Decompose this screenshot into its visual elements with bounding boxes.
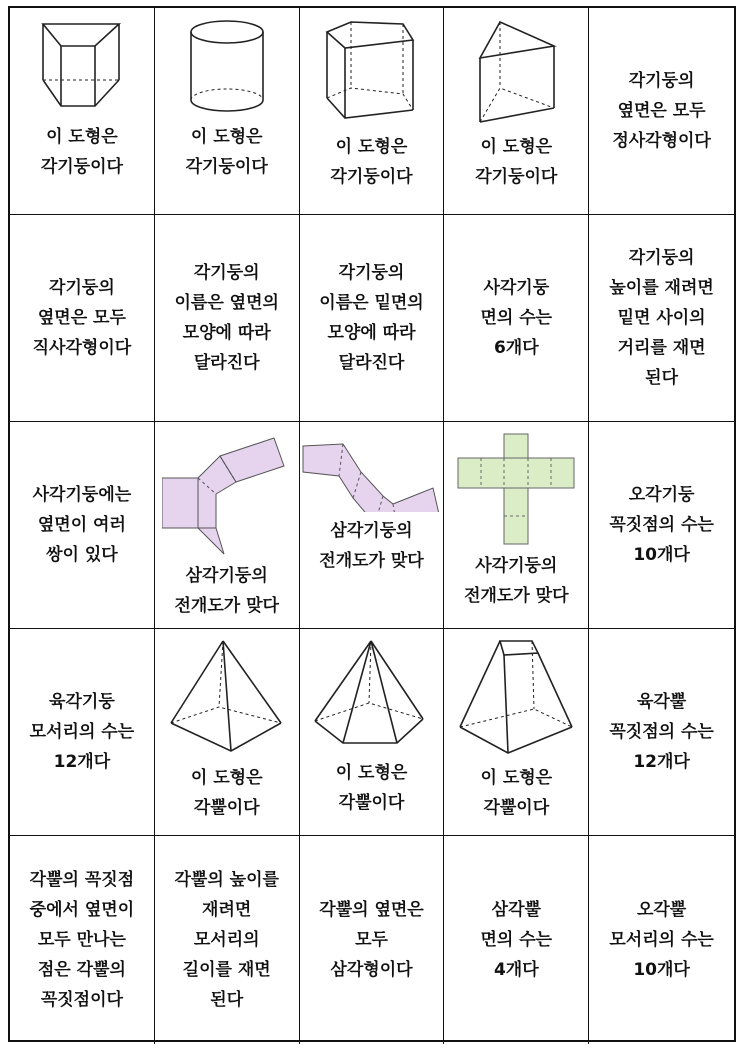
card-12-text: 삼각기둥의 전개도가 맞다 <box>174 566 279 616</box>
zigzag-net-icon <box>301 432 441 512</box>
card-7-text: 각기둥의 이름은 옆면의 모양에 따라 달라진다 <box>174 263 279 373</box>
card-25-text: 오각뿔 모서리의 수는 10개다 <box>609 900 714 980</box>
card-13-text: 삼각기둥의 전개도가 맞다 <box>319 521 424 571</box>
card-21-text: 각뿔의 꼭짓점 중에서 옆면이 모두 만나는 점은 각뿔의 꼭짓점이다 <box>29 870 135 1010</box>
cross-net-icon <box>456 432 576 547</box>
card-24 <box>444 836 589 1044</box>
pentagonal-pyramid-icon <box>311 639 431 754</box>
card-18 <box>300 629 445 836</box>
triangular-prism-net-icon <box>162 432 292 557</box>
card-grid <box>8 6 736 1042</box>
card-20-text: 육각뿔 꼭짓점의 수는 12개다 <box>609 692 714 772</box>
card-8 <box>300 215 445 422</box>
card-1 <box>10 8 155 215</box>
card-4-text: 이 도형은 각기둥이다 <box>475 137 558 187</box>
card-22 <box>155 836 300 1044</box>
card-3-text: 이 도형은 각기둥이다 <box>330 137 413 187</box>
card-21 <box>10 836 155 1044</box>
card-11 <box>10 422 155 629</box>
card-6 <box>10 215 155 422</box>
card-22-text: 각뿔의 높이를 재려면 모서리의 길이를 재면 된다 <box>174 870 279 1010</box>
card-25 <box>589 836 734 1044</box>
card-17-text: 이 도형은 각뿔이다 <box>190 768 263 818</box>
card-2 <box>155 8 300 215</box>
pentagonal-prism-icon <box>321 18 421 128</box>
card-3 <box>300 8 445 215</box>
card-1-text: 이 도형은 각기둥이다 <box>40 127 123 177</box>
card-4 <box>444 8 589 215</box>
card-17 <box>155 629 300 836</box>
triangular-prism-icon <box>37 18 127 118</box>
card-14-text: 사각기둥의 전개도가 맞다 <box>464 556 569 606</box>
card-16 <box>10 629 155 836</box>
slanted-triangular-prism-icon <box>466 18 566 128</box>
square-pyramid-icon <box>167 639 287 759</box>
card-5 <box>589 8 734 215</box>
card-19 <box>444 629 589 836</box>
card-23 <box>300 836 445 1044</box>
card-24-text: 삼각뿔 면의 수는 4개다 <box>480 900 553 980</box>
card-19-text: 이 도형은 각뿔이다 <box>480 768 553 818</box>
card-8-text: 각기둥의 이름은 밑면의 모양에 따라 달라진다 <box>319 263 424 373</box>
card-18-text: 이 도형은 각뿔이다 <box>335 763 408 813</box>
card-9 <box>444 215 589 422</box>
card-14 <box>444 422 589 629</box>
cylinder-icon <box>182 18 272 118</box>
card-9-text: 사각기둥 면의 수는 6개다 <box>480 278 553 358</box>
card-12 <box>155 422 300 629</box>
card-20 <box>589 629 734 836</box>
card-13 <box>300 422 445 629</box>
card-11-text: 사각기둥에는 옆면이 여러 쌍이 있다 <box>32 485 132 565</box>
card-2-text: 이 도형은 각기둥이다 <box>185 127 268 177</box>
card-7 <box>155 215 300 422</box>
card-10-text: 각기둥의 높이를 재려면 밑면 사이의 거리를 재면 된다 <box>609 248 714 388</box>
card-16-text: 육각기둥 모서리의 수는 12개다 <box>29 692 135 772</box>
card-15 <box>589 422 734 629</box>
frustum-icon <box>456 639 576 759</box>
card-15-text: 오각기둥 꼭짓점의 수는 10개다 <box>609 485 714 565</box>
card-5-text: 각기둥의 옆면은 모두 정사각형이다 <box>612 71 711 151</box>
card-10 <box>589 215 734 422</box>
card-23-text: 각뿔의 옆면은 모두 삼각형이다 <box>319 900 424 980</box>
card-6-text: 각기둥의 옆면은 모두 직사각형이다 <box>32 278 132 358</box>
